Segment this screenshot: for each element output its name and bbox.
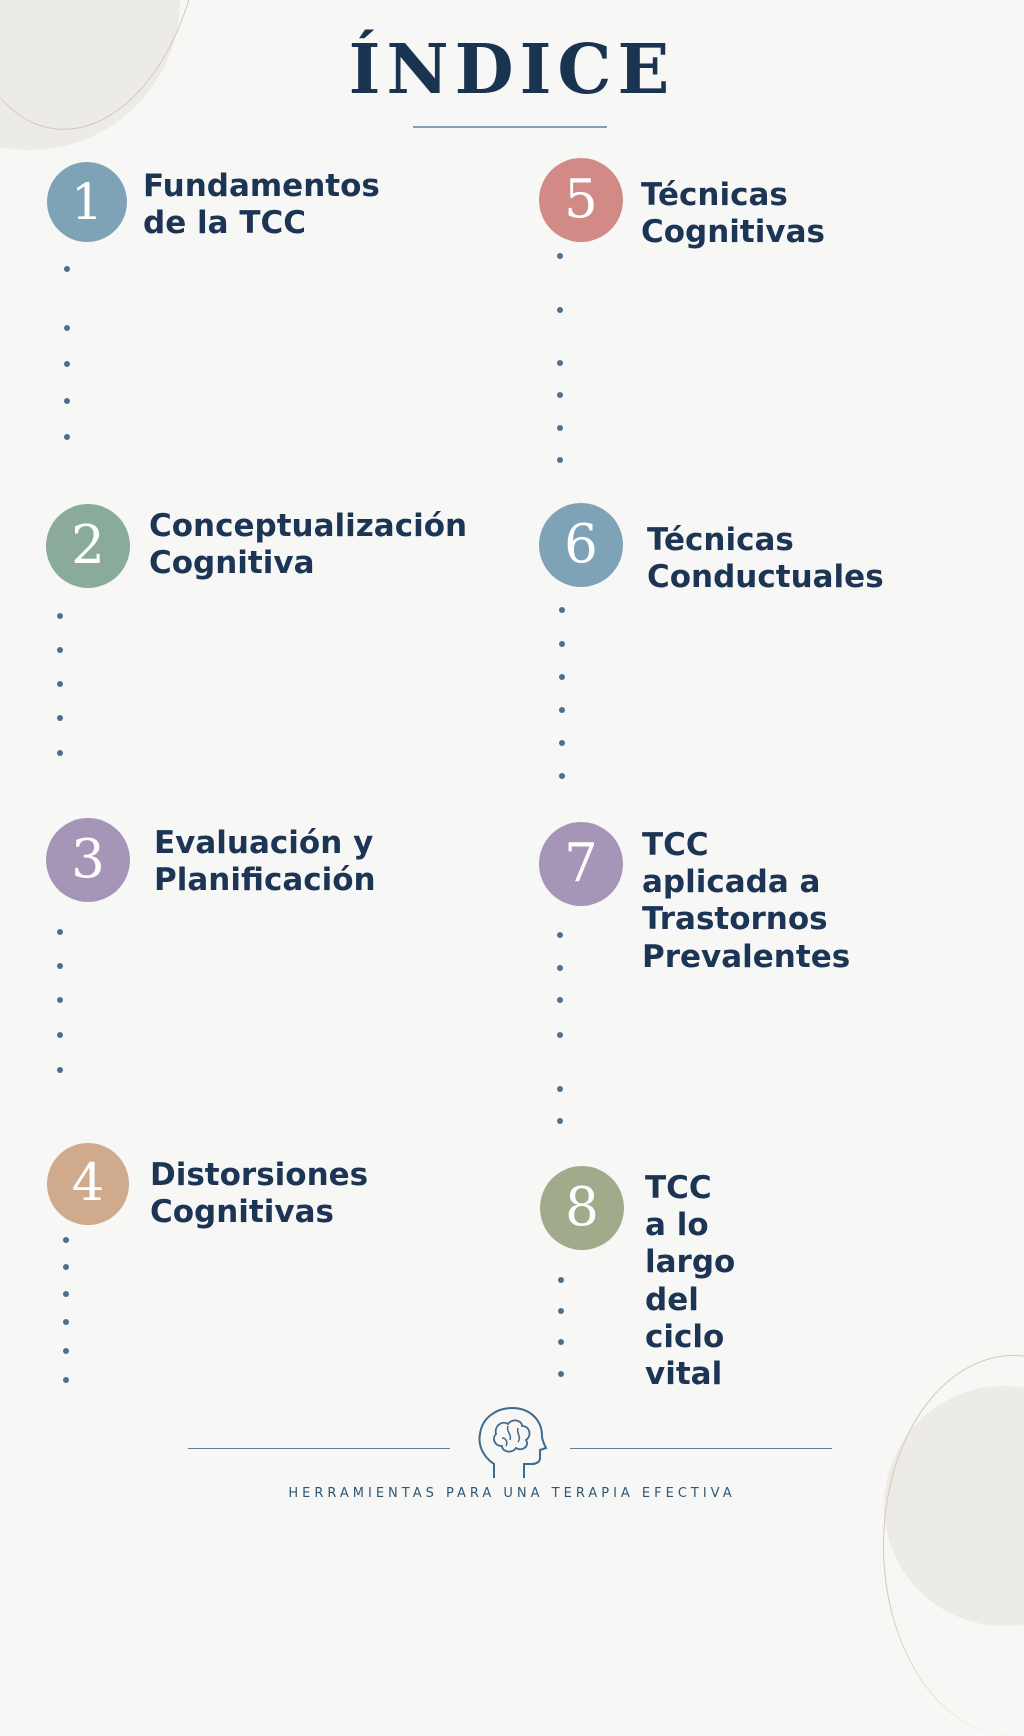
bullet-dot: [557, 1118, 563, 1124]
bullet-dot: [557, 997, 563, 1003]
bullet-dot: [57, 1032, 63, 1038]
bullet-dot: [558, 1277, 564, 1283]
footer-divider-right: [570, 1448, 832, 1449]
bullet-dot: [64, 361, 70, 367]
page-title: ÍNDICE: [348, 30, 676, 110]
section-title: Fundamentos de la TCC: [143, 168, 380, 242]
bullet-dot: [559, 607, 565, 613]
section-number-badge: 5: [539, 158, 623, 242]
section-title: TCC a lo largo del ciclo vital: [645, 1170, 736, 1392]
section-number-badge: 3: [46, 818, 130, 902]
bullet-dot: [557, 307, 563, 313]
section-number-badge: 8: [540, 1166, 624, 1250]
bullet-dot: [57, 715, 63, 721]
bullet-dot: [557, 1086, 563, 1092]
bullet-dot: [558, 1308, 564, 1314]
bullet-dot: [559, 707, 565, 713]
bullet-dot: [57, 613, 63, 619]
bullet-dot: [63, 1237, 69, 1243]
decorative-arc-bottom-right: [883, 1355, 1024, 1736]
bullet-dot: [559, 674, 565, 680]
section-number-badge: 2: [46, 504, 130, 588]
bullet-dot: [57, 750, 63, 756]
bullet-dot: [557, 932, 563, 938]
bullet-dot: [64, 266, 70, 272]
bullet-dot: [57, 681, 63, 687]
bullet-dot: [558, 1339, 564, 1345]
bullet-dot: [557, 965, 563, 971]
bullet-dot: [57, 647, 63, 653]
bullet-dot: [63, 1264, 69, 1270]
section-title: Conceptualización Cognitiva: [149, 508, 468, 582]
title-divider: [413, 126, 607, 128]
bullet-dot: [557, 425, 563, 431]
bullet-dot: [64, 398, 70, 404]
bullet-dot: [63, 1319, 69, 1325]
bullet-dot: [557, 1032, 563, 1038]
section-title: TCC aplicada a Trastornos Prevalentes: [642, 827, 851, 975]
bullet-dot: [558, 1371, 564, 1377]
bullet-dot: [57, 1067, 63, 1073]
bullet-dot: [559, 740, 565, 746]
section-title: Técnicas Cognitivas: [641, 177, 825, 251]
bullet-dot: [63, 1348, 69, 1354]
bullet-dot: [557, 457, 563, 463]
section-number-badge: 4: [47, 1143, 129, 1225]
bullet-dot: [63, 1377, 69, 1383]
bullet-dot: [64, 434, 70, 440]
section-title: Evaluación y Planificación: [154, 825, 376, 899]
footer-divider-left: [188, 1448, 450, 1449]
bullet-dot: [63, 1291, 69, 1297]
section-title: Distorsiones Cognitivas: [150, 1157, 369, 1231]
footer-tagline: HERRAMIENTAS PARA UNA TERAPIA EFECTIVA: [288, 1486, 736, 1501]
bullet-dot: [57, 929, 63, 935]
section-number-badge: 7: [539, 822, 623, 906]
bullet-dot: [57, 997, 63, 1003]
section-number-badge: 6: [539, 503, 623, 587]
bullet-dot: [557, 360, 563, 366]
bullet-dot: [557, 392, 563, 398]
bullet-dot: [57, 963, 63, 969]
section-title: Técnicas Conductuales: [647, 522, 884, 596]
bullet-dot: [559, 641, 565, 647]
head-brain-icon: [474, 1404, 548, 1482]
section-number-badge: 1: [47, 162, 127, 242]
bullet-dot: [557, 253, 563, 259]
bullet-dot: [559, 773, 565, 779]
bullet-dot: [64, 325, 70, 331]
